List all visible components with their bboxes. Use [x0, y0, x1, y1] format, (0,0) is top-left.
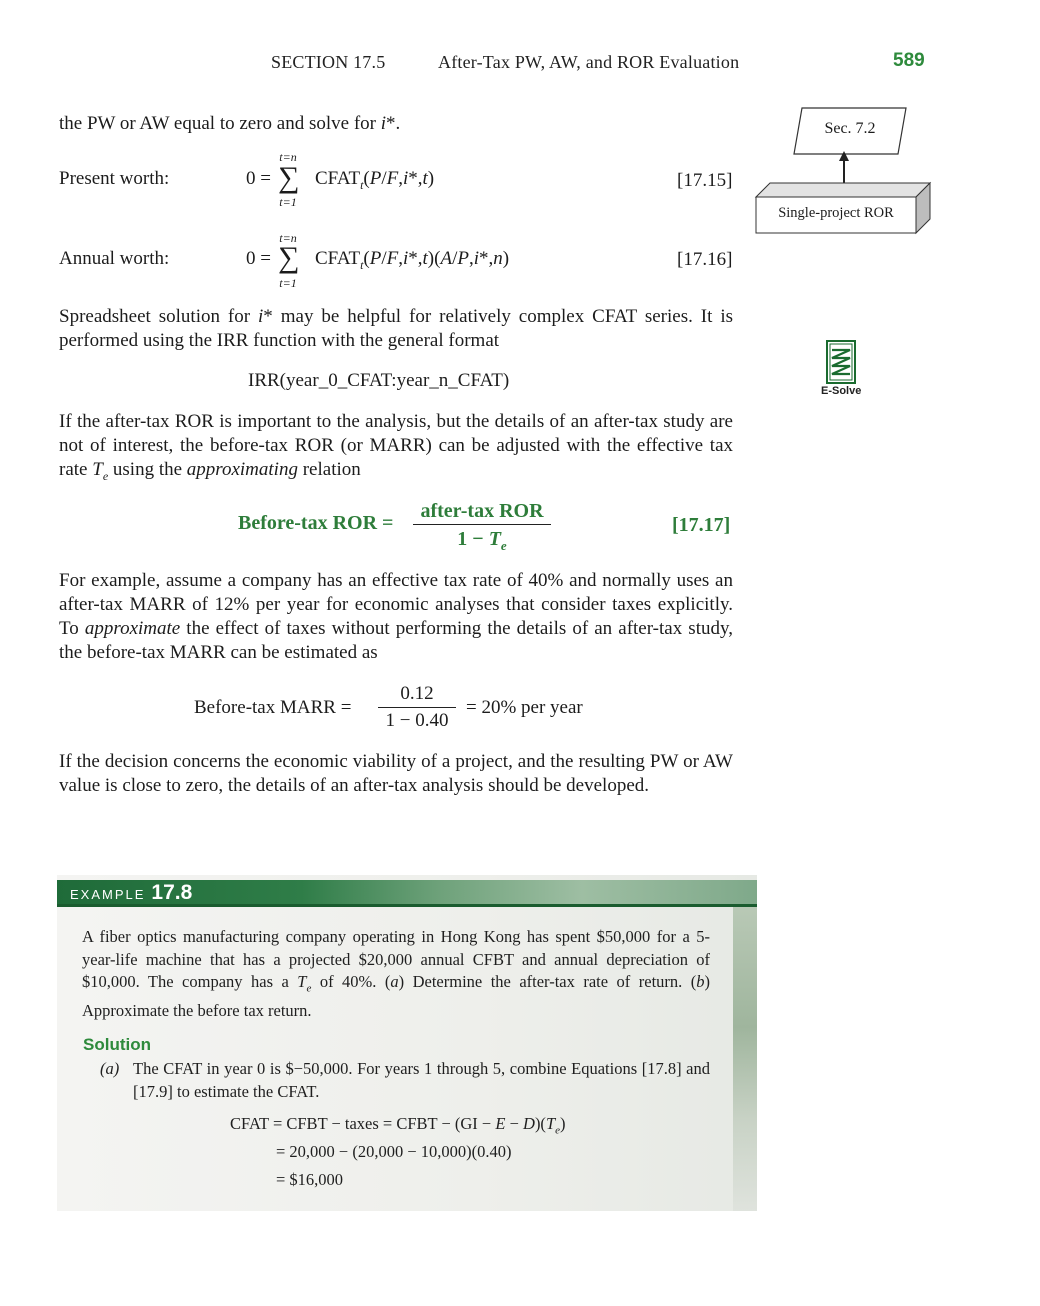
- spreadsheet-paragraph: Spreadsheet solution for i* may be helpful for relatively complex CFAT series. It is performed using the IRR function with the general format: [59, 306, 733, 351]
- example-intro-paragraph: For example, assume a company has an effective tax rate of 40% and normally uses an after-tax MARR of 12% per year for economic analyses that consider taxes explicitly. To approximate the effect of taxes without performing the details of an after-tax study, the before-tax MARR can be estimated as: [59, 570, 733, 663]
- aw-lower-limit: t=1: [279, 276, 297, 290]
- solution-heading: Solution: [83, 1035, 151, 1054]
- calc-line-3: = $16,000: [276, 1170, 344, 1189]
- marr-lhs: Before-tax MARR =: [194, 697, 352, 718]
- marr-numerator: 0.12: [400, 683, 434, 704]
- pw-body: $CFAT_t(P/F,i*,t)$: [315, 168, 435, 192]
- running-title: After-Tax PW, AW, and ROR Evaluation: [438, 52, 740, 72]
- pw-eq-number: [17.15]: [677, 170, 733, 191]
- example-side-strip: [733, 905, 757, 1211]
- marr-fraction-bar: [378, 707, 456, 708]
- ror-lhs: Before-tax ROR =: [238, 512, 394, 534]
- marr-result: = 20% per year: [466, 697, 583, 718]
- solution-a-text: The CFAT in year 0 is $−50,000. For years 1 through 5, combine Equations [17.8] and [17.9] to estimate the CFAT.: [133, 1059, 710, 1101]
- approx-paragraph: If the after-tax ROR is important to the analysis, but the details of an after-tax study are not of interest, the before-tax ROR (or MARR) can be adjusted with the effective tax rate $T_e$ using the approximating relation: [59, 411, 733, 483]
- aw-lhs: 0 =: [246, 248, 271, 269]
- aw-label: Annual worth:: [59, 248, 170, 269]
- calc-line-2: = 20,000 − (20,000 − 10,000)(0.40): [276, 1142, 512, 1161]
- aw-sigma: ∑: [278, 241, 300, 274]
- ror-numerator: after-tax ROR: [420, 500, 544, 522]
- pw-lhs: 0 =: [246, 168, 271, 189]
- aw-eq-number: [17.16]: [677, 249, 733, 270]
- section-label: SECTION 17.5: [271, 52, 386, 72]
- e-solve-label: E-Solve: [821, 385, 862, 397]
- e-solve-icon: [826, 340, 856, 384]
- aw-upper-limit: t=n: [279, 231, 297, 245]
- pw-lower-limit: t=1: [279, 195, 297, 209]
- example-heading: [70, 881, 192, 905]
- example-problem: A fiber optics manufacturing company operating in Hong Kong has spent $50,000 for a 5-year-life machine that has a projected $20,000 annual CFBT and annual depreciation of $10,000. The company has a $T_e$ of 40%. (a) Determine the after-tax rate of return. (b) Approximate the before tax return.: [82, 927, 710, 1020]
- example-number: 17.8: [151, 881, 193, 904]
- solution-a-marker: (a): [100, 1059, 120, 1078]
- ror-denominator: $1 - T_e$: [457, 528, 507, 553]
- pw-sigma: ∑: [278, 161, 300, 194]
- ror-eq-number: [17.17]: [672, 514, 731, 536]
- aw-body: $CFAT_t(P/F,i*,t)(A/P,i*,n)$: [315, 248, 510, 272]
- ror-fraction-bar: [413, 524, 551, 525]
- marr-denominator: 1 − 0.40: [385, 710, 449, 731]
- sec-ref-label: Sec. 7.2: [824, 120, 876, 137]
- calc-line-1: CFAT = CFBT − taxes = CFBT − $(GI - E - D)(T_e)$: [230, 1114, 566, 1137]
- pw-upper-limit: t=n: [279, 150, 297, 164]
- decision-paragraph: If the decision concerns the economic viability of a project, and the resulting PW or AW value is close to zero, the details of an after-tax analysis should be developed.: [59, 751, 733, 796]
- intro-line: the PW or AW equal to zero and solve for i*.: [59, 113, 401, 134]
- single-project-label: Single-project ROR: [778, 205, 894, 221]
- example-word: EXAMPLE: [70, 887, 146, 902]
- pw-label: Present worth:: [59, 168, 170, 189]
- page-number: 589: [893, 50, 925, 71]
- irr-formula: IRR(year_0_CFAT:year_n_CFAT): [248, 370, 510, 391]
